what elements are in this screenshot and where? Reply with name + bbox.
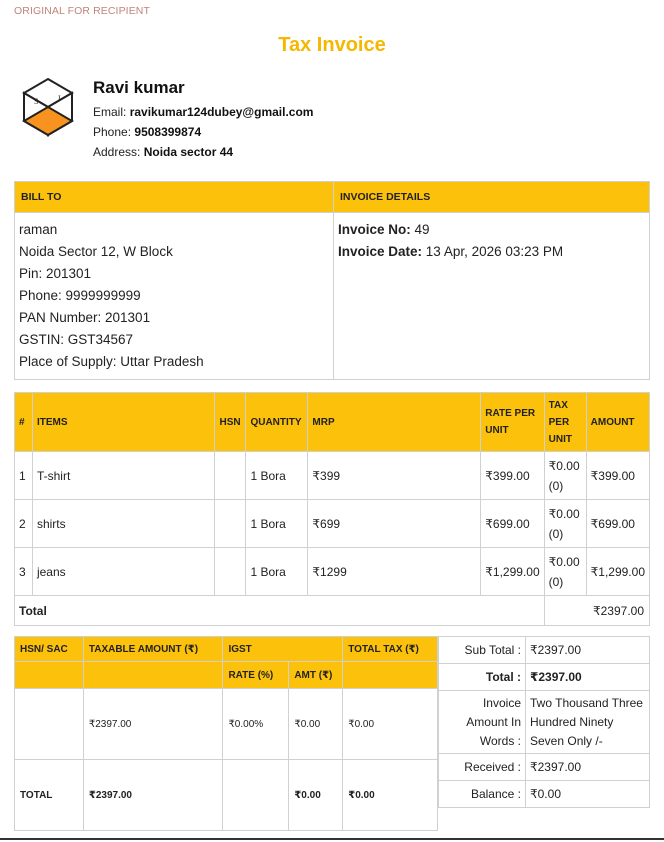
subtotal-row (439, 637, 650, 664)
row-tax: ₹0.00 (0) (544, 452, 586, 500)
company-logo (22, 77, 74, 137)
col-amt: AMT (₹) (289, 662, 343, 689)
tax-total-row (15, 760, 438, 831)
col-igst: IGST (223, 637, 343, 662)
row-tax: ₹0.00 (0) (544, 500, 586, 548)
col-tax: TAX PER UNIT (544, 393, 586, 452)
logo-letter-left: S (34, 97, 39, 106)
table-row (15, 548, 650, 596)
row-index: 2 (15, 500, 33, 548)
bill-to-pan: PAN Number: 201301 (19, 310, 151, 325)
sub-blank (15, 662, 84, 689)
received-row (439, 754, 650, 781)
tax-total-amt: ₹0.00 (289, 760, 343, 831)
col-taxable-amount: TAXABLE AMOUNT (₹) (83, 637, 223, 662)
items-total-row (15, 596, 650, 626)
total-row (439, 664, 650, 691)
tax-total-rate (223, 760, 289, 831)
col-quantity: QUANTITY (246, 393, 308, 452)
tax-summary-table (14, 636, 438, 831)
page-title: Tax Invoice (278, 34, 386, 56)
row-item: shirts (32, 500, 215, 548)
table-row (15, 500, 650, 548)
row-hsn (215, 500, 246, 548)
row-index: 3 (15, 548, 33, 596)
col-index: # (15, 393, 33, 452)
seller-address: Address: Noida sector 44 (93, 145, 234, 159)
bill-to-heading: BILL TO (15, 182, 334, 213)
col-hsn-sac: HSN/ SAC (15, 637, 84, 662)
bill-to-address: Noida Sector 12, W Block (19, 244, 173, 259)
col-total-tax: TOTAL TAX (₹) (343, 637, 438, 662)
bill-to-place: Place of Supply: Uttar Pradesh (19, 354, 204, 369)
billing-table (14, 181, 650, 380)
sub-blank (343, 662, 438, 689)
bottom-divider (0, 838, 664, 840)
balance-label: Balance : (439, 781, 526, 808)
tax-row-total-tax: ₹0.00 (343, 689, 438, 760)
received-label: Received : (439, 754, 526, 781)
subtotal-value: ₹2397.00 (526, 637, 650, 664)
amount-words-value: Two Thousand Three Hundred Ninety Seven Only /- (526, 691, 650, 754)
invoice-number: Invoice No: 49 (338, 222, 430, 237)
total-label: Total : (439, 664, 526, 691)
invoice-details-cell (334, 213, 650, 380)
col-rate-pct: RATE (%) (223, 662, 289, 689)
row-item: jeans (32, 548, 215, 596)
seller-info (93, 78, 313, 165)
row-hsn (215, 548, 246, 596)
sub-blank (83, 662, 223, 689)
row-hsn (215, 452, 246, 500)
tax-row-hsn (15, 689, 84, 760)
amount-summary (438, 636, 650, 808)
bill-to-phone: Phone: 9999999999 (19, 288, 141, 303)
balance-row (439, 781, 650, 808)
amount-words-label: Invoice Amount In Words : (439, 691, 526, 754)
tax-total-label: TOTAL (15, 760, 84, 831)
tax-row-amt: ₹0.00 (289, 689, 343, 760)
row-amount: ₹699.00 (586, 500, 649, 548)
row-amount: ₹1,299.00 (586, 548, 649, 596)
seller-email: Email: ravikumar124dubey@gmail.com (93, 105, 314, 119)
row-item: T-shirt (32, 452, 215, 500)
row-rate: ₹399.00 (481, 452, 544, 500)
row-mrp: ₹399 (308, 452, 481, 500)
logo-letter-right: I (58, 94, 61, 103)
bill-to-name: raman (19, 222, 58, 237)
col-mrp: MRP (308, 393, 481, 452)
table-row (15, 689, 438, 760)
seller-name: Ravi kumar (93, 78, 185, 97)
items-total-value: ₹2397.00 (544, 596, 649, 626)
tax-total-taxable: ₹2397.00 (83, 760, 223, 831)
items-total-label: Total (15, 596, 545, 626)
col-hsn: HSN (215, 393, 246, 452)
col-items: ITEMS (32, 393, 215, 452)
row-qty: 1 Bora (246, 548, 308, 596)
received-value: ₹2397.00 (526, 754, 650, 781)
row-mrp: ₹699 (308, 500, 481, 548)
total-value: ₹2397.00 (526, 664, 650, 691)
col-rate: RATE PER UNIT (481, 393, 544, 452)
bill-to-pin: Pin: 201301 (19, 266, 92, 281)
row-mrp: ₹1299 (308, 548, 481, 596)
copy-label: ORIGINAL FOR RECIPIENT (14, 5, 150, 17)
invoice-details-heading: INVOICE DETAILS (334, 182, 650, 213)
row-qty: 1 Bora (246, 452, 308, 500)
table-row (15, 452, 650, 500)
bill-to-cell (15, 213, 334, 380)
row-qty: 1 Bora (246, 500, 308, 548)
row-rate: ₹699.00 (481, 500, 544, 548)
amount-words-row (439, 691, 650, 754)
tax-row-taxable: ₹2397.00 (83, 689, 223, 760)
seller-phone: Phone: 9508399874 (93, 125, 202, 139)
bill-to-gstin: GSTIN: GST34567 (19, 332, 134, 347)
tax-row-rate: ₹0.00% (223, 689, 289, 760)
row-index: 1 (15, 452, 33, 500)
row-tax: ₹0.00 (0) (544, 548, 586, 596)
tax-total-total-tax: ₹0.00 (343, 760, 438, 831)
row-rate: ₹1,299.00 (481, 548, 544, 596)
row-amount: ₹399.00 (586, 452, 649, 500)
balance-value: ₹0.00 (526, 781, 650, 808)
invoice-date: Invoice Date: 13 Apr, 2026 03:23 PM (338, 244, 564, 259)
subtotal-label: Sub Total : (439, 637, 526, 664)
items-table (14, 392, 650, 626)
col-amount: AMOUNT (586, 393, 649, 452)
